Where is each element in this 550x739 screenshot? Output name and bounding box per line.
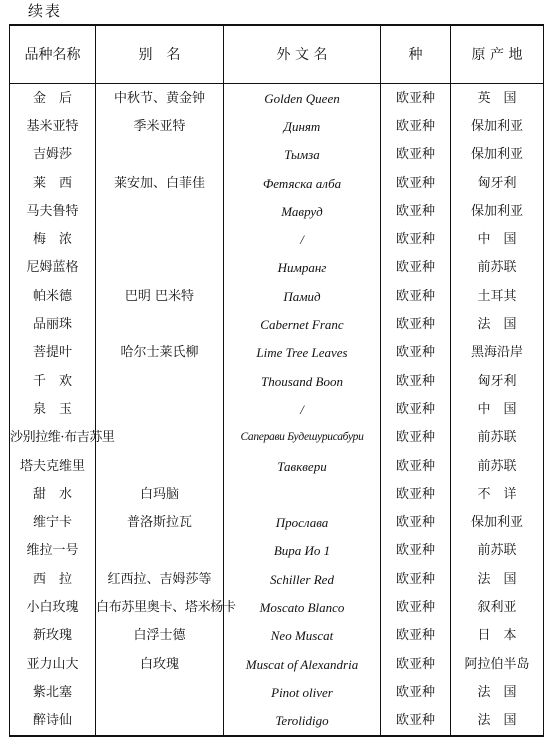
cell-species: 欧亚种 — [381, 225, 451, 253]
cell-alias: 白玫瑰 — [96, 650, 224, 678]
cell-alias — [96, 678, 224, 706]
cell-origin: 土耳其 — [451, 282, 544, 310]
cell-foreign-name: Schiller Red — [224, 565, 381, 593]
cell-alias: 红西拉、吉姆莎等 — [96, 565, 224, 593]
cell-variety-name: 尼姆蓝格 — [10, 254, 96, 282]
cell-foreign-name: Саперави Будешурисабури — [224, 424, 381, 452]
header-foreign-name: 外 文 名 — [224, 25, 381, 84]
table-row — [10, 282, 544, 310]
cell-foreign-name: Neo Muscat — [224, 622, 381, 650]
cell-alias — [96, 395, 224, 423]
table-row — [10, 622, 544, 650]
header-species: 种 — [381, 25, 451, 84]
table-row — [10, 339, 544, 367]
cell-variety-name: 甜 水 — [10, 480, 96, 508]
cell-alias: 白浮士德 — [96, 622, 224, 650]
cell-foreign-name: Мавруд — [224, 197, 381, 225]
cell-species: 欧亚种 — [381, 141, 451, 169]
cell-variety-name: 沙别拉维·布吉苏里 — [10, 424, 96, 452]
cell-origin: 法 国 — [451, 565, 544, 593]
cell-variety-name: 莱 西 — [10, 169, 96, 197]
cell-foreign-name: Moscato Blanco — [224, 593, 381, 621]
cell-variety-name: 千 欢 — [10, 367, 96, 395]
cell-variety-name: 泉 玉 — [10, 395, 96, 423]
cell-foreign-name: Вира Ио 1 — [224, 537, 381, 565]
cell-origin: 保加利亚 — [451, 112, 544, 140]
cell-species: 欧亚种 — [381, 112, 451, 140]
cell-species: 欧亚种 — [381, 707, 451, 736]
cell-origin: 匈牙利 — [451, 169, 544, 197]
cell-origin: 阿拉伯半岛 — [451, 650, 544, 678]
cell-foreign-name: Памид — [224, 282, 381, 310]
cell-alias — [96, 452, 224, 480]
table-row — [10, 169, 544, 197]
cell-origin: 中 国 — [451, 225, 544, 253]
cell-species: 欧亚种 — [381, 565, 451, 593]
cell-alias: 普洛斯拉瓦 — [96, 508, 224, 536]
cell-species: 欧亚种 — [381, 282, 451, 310]
cell-foreign-name: Прослава — [224, 508, 381, 536]
table-row — [10, 678, 544, 706]
cell-origin: 保加利亚 — [451, 141, 544, 169]
cell-species: 欧亚种 — [381, 593, 451, 621]
cell-alias: 哈尔士莱氏柳 — [96, 339, 224, 367]
cell-variety-name: 帕米德 — [10, 282, 96, 310]
cell-variety-name: 紫北塞 — [10, 678, 96, 706]
table-row — [10, 310, 544, 338]
cell-species: 欧亚种 — [381, 197, 451, 225]
cell-origin: 不 详 — [451, 480, 544, 508]
header-origin: 原 产 地 — [451, 25, 544, 84]
cell-alias: 中秋节、黄金钟 — [96, 84, 224, 113]
cell-alias: 莱安加、白菲佳 — [96, 169, 224, 197]
cell-alias — [96, 367, 224, 395]
cell-variety-name: 新玫瑰 — [10, 622, 96, 650]
table-row — [10, 395, 544, 423]
cell-species: 欧亚种 — [381, 508, 451, 536]
cell-variety-name: 醉诗仙 — [10, 707, 96, 736]
cell-species: 欧亚种 — [381, 310, 451, 338]
cell-foreign-name: Нимранг — [224, 254, 381, 282]
cell-origin: 法 国 — [451, 707, 544, 736]
cell-species: 欧亚种 — [381, 452, 451, 480]
cell-species: 欧亚种 — [381, 650, 451, 678]
cell-alias — [96, 537, 224, 565]
table-row — [10, 508, 544, 536]
table-row — [10, 537, 544, 565]
table-row — [10, 141, 544, 169]
table-row — [10, 480, 544, 508]
cell-foreign-name: Динят — [224, 112, 381, 140]
cell-variety-name: 梅 浓 — [10, 225, 96, 253]
cell-alias — [96, 225, 224, 253]
cell-origin: 日 本 — [451, 622, 544, 650]
cell-species: 欧亚种 — [381, 678, 451, 706]
cell-foreign-name: Terolidigo — [224, 707, 381, 736]
table-row — [10, 707, 544, 736]
cell-species: 欧亚种 — [381, 395, 451, 423]
cell-origin: 前苏联 — [451, 254, 544, 282]
cell-foreign-name: / — [224, 395, 381, 423]
cell-alias: 季米亚特 — [96, 112, 224, 140]
cell-variety-name: 西 拉 — [10, 565, 96, 593]
cell-alias — [96, 197, 224, 225]
cell-origin: 匈牙利 — [451, 367, 544, 395]
cell-origin: 英 国 — [451, 84, 544, 113]
cell-origin: 法 国 — [451, 678, 544, 706]
table-row — [10, 650, 544, 678]
table-row — [10, 225, 544, 253]
cell-variety-name: 基米亚特 — [10, 112, 96, 140]
cell-origin: 保加利亚 — [451, 197, 544, 225]
table-row — [10, 254, 544, 282]
header-alias: 别 名 — [96, 25, 224, 84]
cell-variety-name: 金 后 — [10, 84, 96, 113]
cell-alias: 巴明 巴米特 — [96, 282, 224, 310]
cell-species: 欧亚种 — [381, 424, 451, 452]
cell-variety-name: 品丽珠 — [10, 310, 96, 338]
cell-variety-name: 吉姆莎 — [10, 141, 96, 169]
cell-alias — [96, 707, 224, 736]
cell-origin: 中 国 — [451, 395, 544, 423]
header-variety-name: 品种名称 — [10, 25, 96, 84]
cell-species: 欧亚种 — [381, 169, 451, 197]
cell-alias — [96, 310, 224, 338]
cell-origin: 叙利亚 — [451, 593, 544, 621]
cell-origin: 法 国 — [451, 310, 544, 338]
cell-alias: 白布苏里奥卡、塔米杨卡 — [96, 593, 224, 621]
cell-origin: 前苏联 — [451, 452, 544, 480]
cell-species: 欧亚种 — [381, 84, 451, 113]
cell-foreign-name: Thousand Boon — [224, 367, 381, 395]
cell-variety-name: 维宁卡 — [10, 508, 96, 536]
cell-origin: 前苏联 — [451, 424, 544, 452]
cell-foreign-name — [224, 480, 381, 508]
cell-species: 欧亚种 — [381, 339, 451, 367]
table-row — [10, 565, 544, 593]
table-row — [10, 367, 544, 395]
cell-foreign-name: Muscat of Alexandria — [224, 650, 381, 678]
cell-variety-name: 亚力山大 — [10, 650, 96, 678]
header-row — [10, 25, 544, 84]
cell-foreign-name: / — [224, 225, 381, 253]
cell-variety-name: 马夫鲁特 — [10, 197, 96, 225]
table-row — [10, 593, 544, 621]
cell-foreign-name: Lime Tree Leaves — [224, 339, 381, 367]
cell-species: 欧亚种 — [381, 254, 451, 282]
cell-foreign-name: Фетяска алба — [224, 169, 381, 197]
cell-alias — [96, 254, 224, 282]
cell-species: 欧亚种 — [381, 367, 451, 395]
table-caption: 续表 — [28, 2, 63, 20]
table-row — [10, 452, 544, 480]
table-row — [10, 84, 544, 113]
cell-alias — [96, 141, 224, 169]
cell-variety-name: 小白玫瑰 — [10, 593, 96, 621]
grape-variety-table — [9, 24, 544, 737]
cell-origin: 保加利亚 — [451, 508, 544, 536]
cell-variety-name: 维拉一号 — [10, 537, 96, 565]
cell-origin: 前苏联 — [451, 537, 544, 565]
cell-foreign-name: Тавквери — [224, 452, 381, 480]
cell-species: 欧亚种 — [381, 537, 451, 565]
table-row — [10, 197, 544, 225]
table-row — [10, 112, 544, 140]
cell-variety-name: 菩提叶 — [10, 339, 96, 367]
cell-foreign-name: Golden Queen — [224, 84, 381, 113]
cell-species: 欧亚种 — [381, 622, 451, 650]
cell-foreign-name: Pinot oliver — [224, 678, 381, 706]
cell-alias: 白玛脑 — [96, 480, 224, 508]
table-row — [10, 424, 544, 452]
cell-origin: 黑海沿岸 — [451, 339, 544, 367]
cell-foreign-name: Тымза — [224, 141, 381, 169]
cell-variety-name: 塔夫克维里 — [10, 452, 96, 480]
cell-foreign-name: Cabernet Franc — [224, 310, 381, 338]
cell-species: 欧亚种 — [381, 480, 451, 508]
